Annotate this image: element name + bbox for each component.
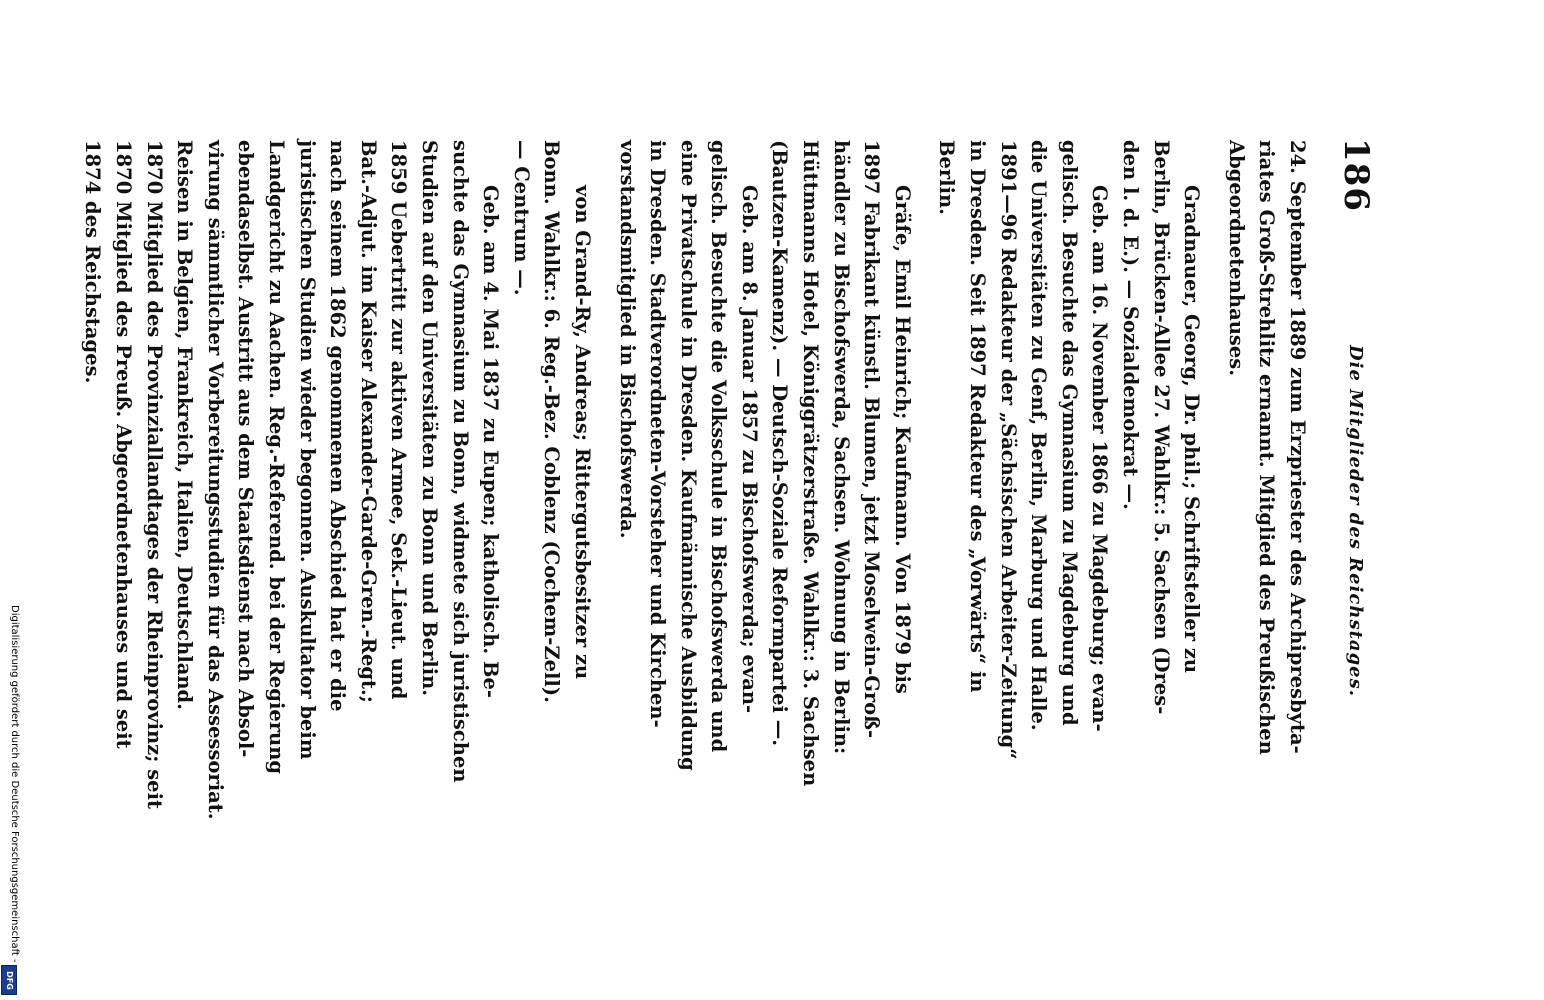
text-line: virung sämmtlicher Vorbereitungsstudien für das Assessoriat. [203, 140, 227, 820]
text-line: Bat.-Adjut. im Kaiser Alexander-Garde-Gren.-Regt.; [356, 140, 380, 703]
text-line: 1897 Fabrikant künstl. Blumen, jetzt Moselwein-Groß- [860, 140, 884, 739]
entry-heading-line: Gradnauer, Georg, Dr. phil.; Schriftsteller zu [1180, 185, 1204, 674]
text-line: gelisch. Besuchte das Gymnasium zu Magdeburg und [1057, 140, 1081, 726]
text-line: 1870 Mitglied des Provinziallandtages der Rheinprovinz; seit [142, 140, 166, 810]
text-line: nach seinem 1862 genommenen Abschied hat er die [326, 140, 350, 712]
text-line: 1874 des Reichstages. [81, 140, 105, 384]
text-line: (Bautzen-Kamenz). — Deutsch-Soziale Reformpartei —. [768, 140, 792, 747]
text-line: gelisch. Besuchte die Volksschule in Bischofswerda und [707, 140, 731, 753]
running-head: Die Mitglieder des Reichstages. [1345, 345, 1366, 698]
entry-grand-ry [77, 140, 597, 860]
text-line: suchte das Gymnasium zu Bonn, widmete sich juristischen [448, 140, 472, 783]
text-line: 1870 Mitglied des Preuß. Abgeordnetenhauses und seit [112, 140, 136, 749]
page-header [1336, 0, 1376, 1000]
entry-heading-line: von Grand-Ry, Andreas; Rittergutsbesitzer zu [570, 185, 594, 680]
text-line: Hüttmanns Hotel, Königgrätzerstraße. Wahlkr.: 3. Sachsen [799, 140, 823, 787]
body-text [77, 140, 1312, 860]
entry-gradnauer [931, 140, 1206, 860]
text-line: in Dresden. Seit 1897 Redakteur des „Vorwärts“ in [966, 140, 990, 693]
text-line: Berlin. [935, 140, 959, 215]
text-line: — Centrum —. [509, 140, 533, 296]
text-line: Landgericht zu Aachen. Reg.-Referend. bei der Regierung [265, 140, 288, 775]
text-line: 24. September 1889 zum Erzpriester des Archipresbyta- [1286, 140, 1309, 754]
text-line: Studien auf den Universitäten zu Bonn und Berlin. [417, 140, 441, 697]
entry-heading-line: Gräfe, Emil Heinrich; Kaufmann. Von 1879 bis [890, 185, 914, 694]
credit-text: Digitalisierung gefördert durch die Deutsche Forschungsgemeinschaft - [9, 605, 20, 963]
text-line: die Universitäten zu Genf, Berlin, Marburg und Halle. [1027, 140, 1051, 731]
text-line: Geb. am 8. Januar 1857 zu Bischofswerda; evan- [737, 185, 761, 714]
text-line: riates Groß-Strehlitz ernannt. Mitglied des Preußischen [1255, 140, 1279, 755]
text-line: in Dresden. Stadtverordneten-Vorsteher und Kirchen- [646, 140, 670, 728]
text-line: Berlin, Brücken-Allee 27. Wahlkr.: 5. Sachsen (Dres- [1149, 140, 1173, 715]
text-line: Reisen in Belgien, Frankreich, Italien, Deutschland. [173, 140, 197, 710]
text-line: 1859 Uebertritt zur aktiven Armee, Sek.-Lieut. und [387, 140, 411, 700]
page-number: 186 [1336, 138, 1376, 212]
text-line: Geb. am 16. November 1866 zu Magdeburg; evan- [1088, 185, 1112, 732]
text-line: juristischen Studien wieder begonnen. Auskultator beim [295, 140, 319, 760]
dfg-logo-icon [1, 965, 17, 995]
intro-paragraph [1220, 140, 1312, 860]
text-line: ebendaselbst. Austritt aus dem Staatsdienst nach Absol- [234, 140, 258, 758]
entry-graefe [611, 140, 917, 860]
text-line: den l. d. E.). — Sozialdemokrat —. [1119, 140, 1143, 510]
text-line: 1891—96 Redakteur der „Sächsischen Arbeiter-Zeitung“ [996, 140, 1020, 760]
text-line: Geb. am 4. Mai 1837 zu Eupen; katholisch. Be- [479, 185, 503, 698]
logo-text: DFG [4, 970, 14, 990]
text-line: Abgeordnetenhauses. [1224, 140, 1248, 377]
text-line: händler zu Bischofswerda, Sachsen. Wohnung in Berlin: [829, 140, 853, 755]
text-line: vorstandsmitglied in Bischofswerda. [615, 140, 639, 539]
text-line: Bonn. Wahlkr.: 6. Reg.-Bez. Coblenz (Cochem-Zell). [540, 140, 564, 703]
text-line: eine Privatschule in Dresden. Kaufmännische Ausbildung [676, 140, 700, 771]
digitization-credit [6, 0, 20, 1000]
